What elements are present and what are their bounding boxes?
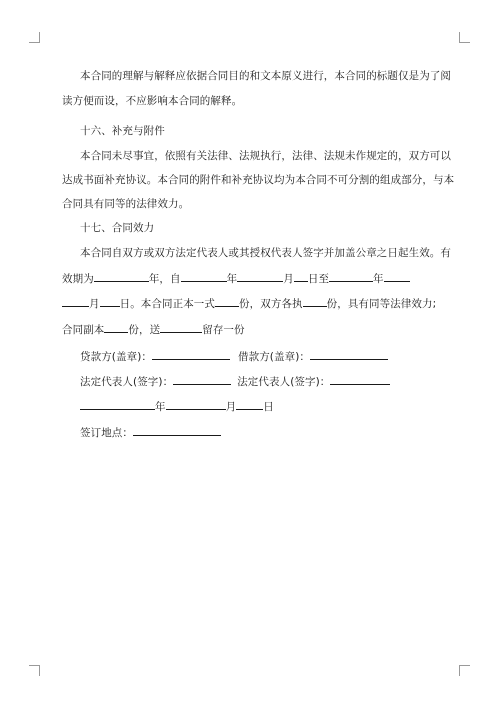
sign-date-row xyxy=(80,399,460,414)
start-month-blank[interactable] xyxy=(237,271,283,282)
validity-prefix: 效期为 xyxy=(62,273,94,285)
borrower-seal-blank[interactable] xyxy=(310,349,388,360)
sign-place-label: 签订地点： xyxy=(80,427,133,439)
crop-mark-top-right xyxy=(459,32,470,43)
recipient-blank[interactable] xyxy=(160,322,202,333)
end-year-text: 年 xyxy=(373,273,384,285)
section-17-line-1: 本合同自双方或双方法定代表人或其授权代表人签字并加盖公章之日起生效。有 xyxy=(80,247,451,259)
sign-year-blank[interactable] xyxy=(80,399,155,410)
interpretation-line-2: 读方便而设，不应影响本合同的解释。 xyxy=(62,95,243,107)
legal-rep-1-blank[interactable] xyxy=(173,374,231,385)
validity-years-blank[interactable] xyxy=(94,271,149,282)
sign-year-text: 年 xyxy=(155,401,166,413)
sign-place-row xyxy=(80,425,460,440)
end-month-text: 月 xyxy=(89,298,100,310)
each-party-blank[interactable] xyxy=(303,296,327,307)
party-seal-row xyxy=(80,349,460,364)
start-month-text: 月 xyxy=(283,273,294,285)
crop-mark-bottom-right xyxy=(459,665,470,676)
sign-month-blank[interactable] xyxy=(166,399,226,410)
legal-rep-row xyxy=(80,374,460,389)
legal-rep-2-blank[interactable] xyxy=(330,374,390,385)
section-17-line-3 xyxy=(62,296,442,311)
sign-month-text: 月 xyxy=(225,401,237,413)
section-16-line-1: 本合同未尽事宜，依照有关法律、法规执行，法律、法规未作规定的，双方可以 xyxy=(80,150,451,162)
original-copies-blank[interactable] xyxy=(215,296,239,307)
duplicate-prefix: 合同副本 xyxy=(62,324,105,336)
sign-day-blank[interactable] xyxy=(236,399,263,410)
start-day-blank[interactable] xyxy=(294,271,308,282)
section-16-line-3: 合同具有同等的法律效力。 xyxy=(62,198,190,210)
end-year-blank[interactable] xyxy=(329,271,373,282)
lender-label: 贷款方(盖章)： xyxy=(80,351,152,363)
sign-day-text: 日 xyxy=(263,401,274,413)
keep-copy-text: 留存一份 xyxy=(202,324,245,336)
crop-mark-bottom-left xyxy=(29,665,40,676)
end-day-blank[interactable] xyxy=(100,296,120,307)
sign-place-blank[interactable] xyxy=(133,425,221,436)
equal-effect-text: 份，具有同等法律效力; xyxy=(326,298,437,310)
section-17-line-2 xyxy=(62,271,442,286)
interpretation-line-1: 本合同的理解与解释应依据合同目的和文本原义进行，本合同的标题仅是为了阅 xyxy=(80,70,451,82)
duplicate-copies-blank[interactable] xyxy=(104,322,128,333)
original-copies-text: 日。本合同正本一式 xyxy=(119,298,216,310)
start-year-blank[interactable] xyxy=(181,271,227,282)
crop-mark-top-left xyxy=(29,32,40,43)
send-to-text: 份，送 xyxy=(128,324,161,336)
start-year-text: 年 xyxy=(226,273,238,285)
legal-rep-1-label: 法定代表人(签字)： xyxy=(80,376,174,388)
legal-rep-2-label: 法定代表人(签字)： xyxy=(237,376,331,388)
validity-year-from-text: 年，自 xyxy=(148,273,181,285)
each-party-text: 份，双方各执 xyxy=(239,298,303,310)
section-17-heading: 十七、合同效力 xyxy=(80,222,155,234)
section-16-heading: 十六、补充与附件 xyxy=(80,125,165,137)
start-day-to-text: 日至 xyxy=(307,273,330,285)
end-month-blank-b[interactable] xyxy=(62,296,89,307)
borrower-label: 借款方(盖章)： xyxy=(238,351,310,363)
lender-seal-blank[interactable] xyxy=(152,349,230,360)
section-17-line-4 xyxy=(62,322,442,337)
section-16-line-2: 达成书面补充协议。本合同的附件和补充协议均为本合同不可分割的组成部分，与本 xyxy=(62,174,455,186)
end-month-blank-a[interactable] xyxy=(384,271,410,282)
